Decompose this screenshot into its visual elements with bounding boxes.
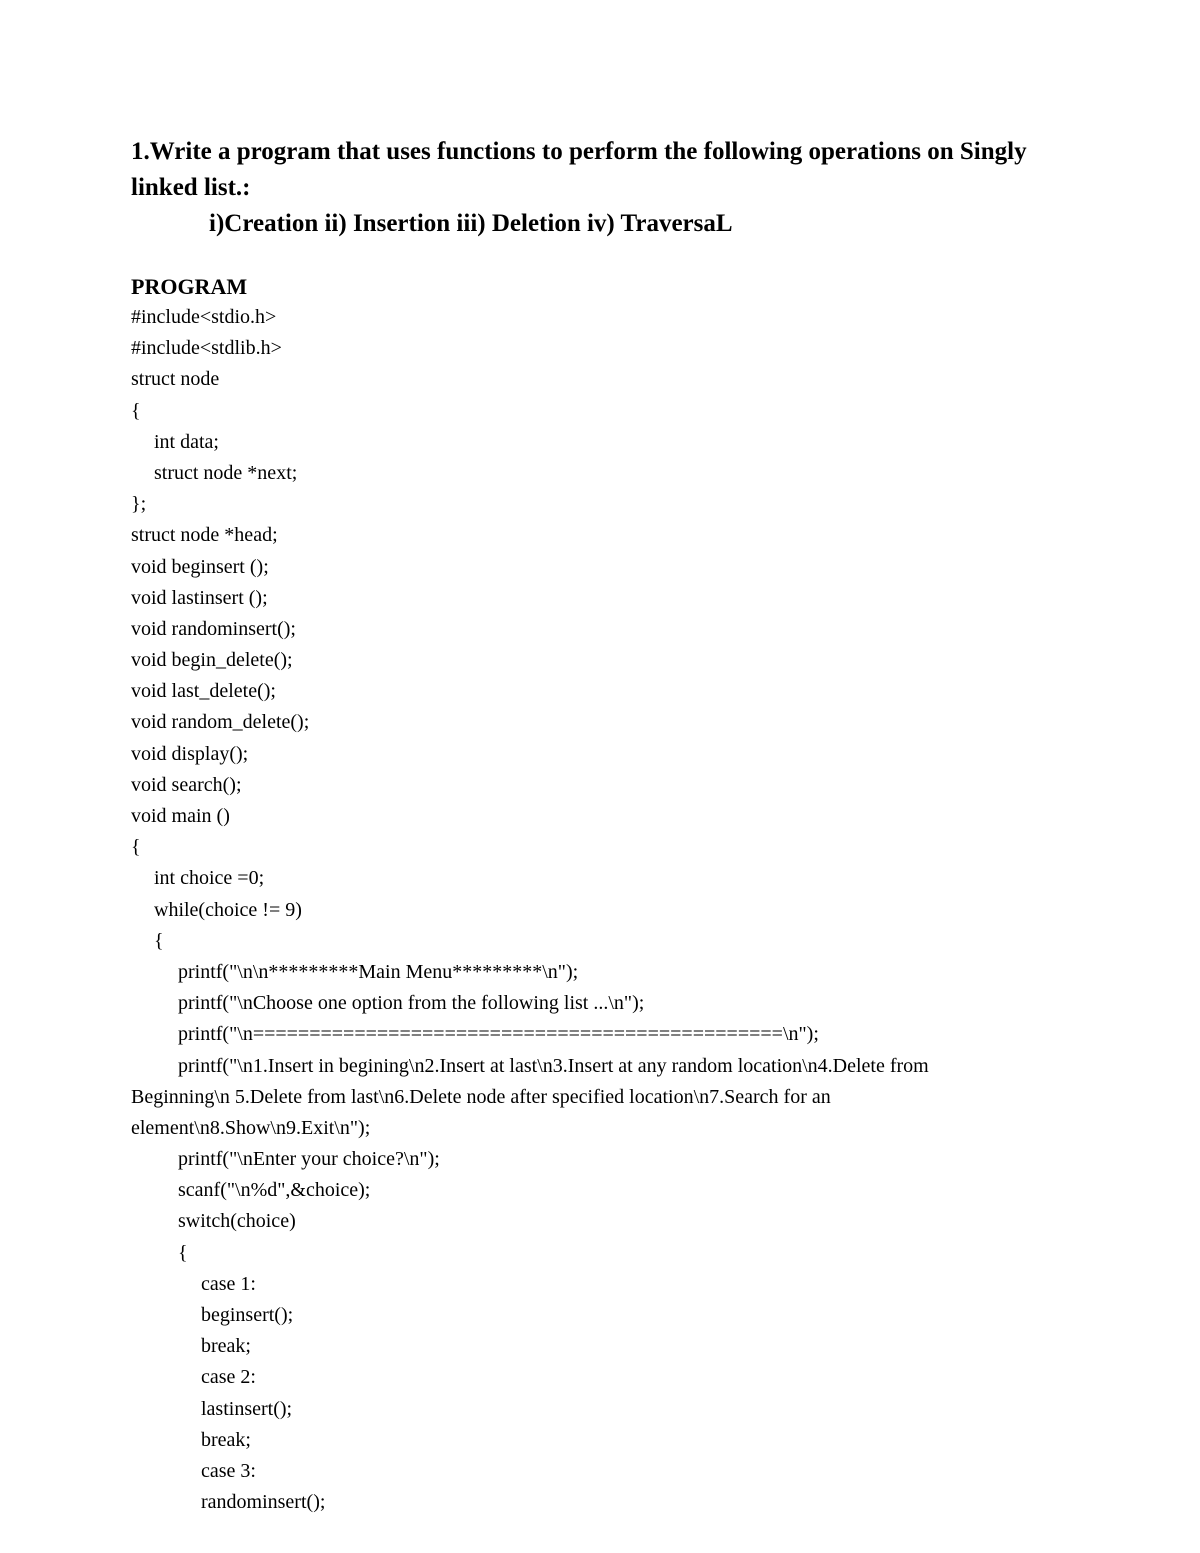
code-line: case 2: xyxy=(201,1366,256,1389)
code-line: void display(); xyxy=(131,742,249,765)
code-line: switch(choice) xyxy=(178,1210,296,1233)
code-line: struct node *head; xyxy=(131,524,278,547)
code-line: void beginsert (); xyxy=(131,555,269,578)
code-line: void randominsert(); xyxy=(131,617,296,640)
code-line: break; xyxy=(201,1428,251,1451)
assignment-heading xyxy=(131,134,1031,242)
code-line: lastinsert(); xyxy=(201,1397,293,1420)
code-line: printf("\n1.Insert in begining\n2.Insert at last\n3.Insert at any random location\n4.Delete from Beginning\n 5.Delete from last\n6.Delete node after specified location\n7.Search for an element\n8.Show\n9.Exit\n"); xyxy=(131,1054,929,1139)
code-line: while(choice != 9) xyxy=(154,898,302,921)
code-line: void last_delete(); xyxy=(131,680,276,703)
code-line: printf("\n===============================================\n"); xyxy=(178,1023,819,1046)
code-line: #include<stdio.h> xyxy=(131,306,277,328)
code-line: { xyxy=(154,929,164,952)
code-line: scanf("\n%d",&choice); xyxy=(178,1179,371,1202)
code-line: printf("\nEnter your choice?\n"); xyxy=(178,1148,440,1171)
code-line: { xyxy=(178,1241,188,1264)
code-line: int data; xyxy=(154,430,219,453)
code-line: printf("\n\n*********Main Menu*********\n"); xyxy=(178,960,579,983)
program-label: PROGRAM xyxy=(131,274,248,299)
code-line: void main () xyxy=(131,805,230,827)
code-line: void lastinsert (); xyxy=(131,586,268,609)
code-line: int choice =0; xyxy=(154,867,265,890)
code-line: struct node xyxy=(131,368,220,391)
code-listing xyxy=(131,302,1031,1518)
code-line: void search(); xyxy=(131,773,242,796)
code-line: randominsert(); xyxy=(201,1491,326,1514)
heading-line-1: 1.Write a program that uses functions to perform the following operations on Singly linked list.: xyxy=(131,138,1027,201)
code-line: }; xyxy=(131,493,147,516)
code-line: #include<stdlib.h> xyxy=(131,337,282,360)
code-line: beginsert(); xyxy=(201,1304,294,1327)
code-line: struct node *next; xyxy=(154,461,298,484)
code-line: break; xyxy=(201,1335,251,1358)
code-line: void begin_delete(); xyxy=(131,649,293,672)
code-line: case 3: xyxy=(201,1459,256,1482)
code-line: { xyxy=(131,836,141,859)
code-line: printf("\nChoose one option from the following list ...\n"); xyxy=(178,992,645,1015)
heading-line-2: i)Creation ii) Insertion iii) Deletion iv) TraversaL xyxy=(209,210,733,237)
code-line: void random_delete(); xyxy=(131,711,310,734)
code-line: case 1: xyxy=(201,1272,256,1295)
code-line: { xyxy=(131,399,141,422)
